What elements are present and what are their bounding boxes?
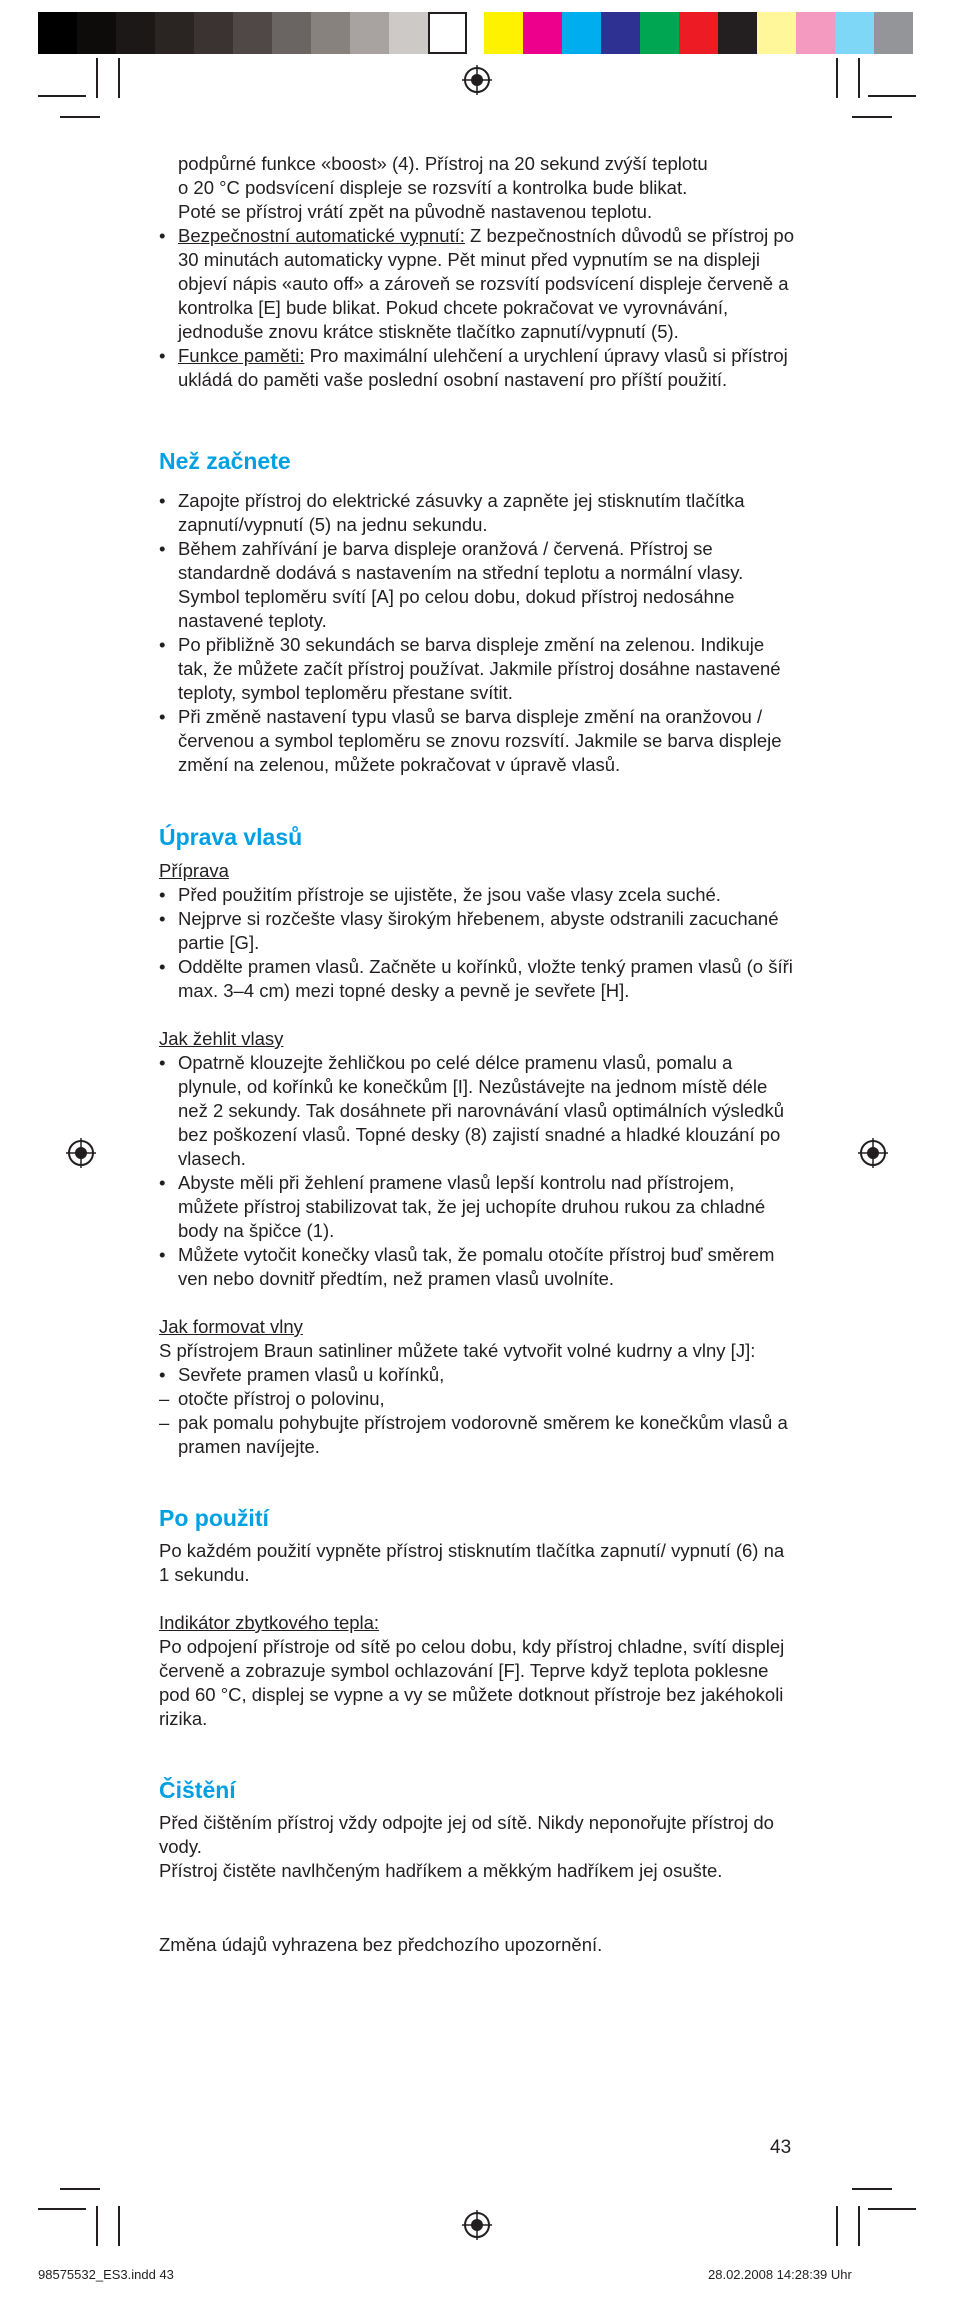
crop-mark <box>852 116 892 118</box>
crop-mark <box>60 116 100 118</box>
bullet-marker: • <box>159 706 166 727</box>
bullet-marker: • <box>159 1052 166 1073</box>
bullet-marker: • <box>159 908 166 929</box>
step-marker: – <box>159 1412 170 1433</box>
safety-shutoff-text: Z bezpečnostních důvodů se přístroj po 30 minutách automaticky vypne. Pět minut před vypnutím se na displeji objeví nápis «auto off» a zároveň se rozsvítí podsvícení displeje červeně a kontrolka [E] bude blikat. Pokud chcete pokračovat ve vyrovnávání, jednoduše znovu krátce stiskněte tlačítko zapnutí/vypnutí (5). <box>178 225 795 342</box>
color-swatch <box>523 12 562 54</box>
gray-swatch <box>311 12 350 54</box>
crop-mark <box>836 58 838 98</box>
crop-mark <box>868 2208 916 2210</box>
section-heading-before-start: Než začnete <box>159 448 291 474</box>
bullet-marker: • <box>159 956 166 977</box>
crop-mark <box>96 2206 98 2246</box>
list-item <box>159 883 799 907</box>
slug-date-info: 28.02.2008 14:28:39 Uhr <box>708 2267 852 2282</box>
crop-mark <box>858 58 860 98</box>
gray-swatch <box>194 12 233 54</box>
gray-swatch <box>233 12 272 54</box>
safety-shutoff-label: Bezpečnostní automatické vypnutí: <box>178 225 465 246</box>
list-item-text: Zapojte přístroj do elektrické zásuvky a zapněte jej stisknutím tlačítka zapnutí/vypnutí (5) na jednu sekundu. <box>178 490 745 535</box>
section-heading-after-use: Po použití <box>159 1505 269 1531</box>
continued-bullet <box>159 152 799 224</box>
crop-mark <box>118 2206 120 2246</box>
list-item-text: Během zahřívání je barva displeje oranžová / červená. Přístroj se standardně dodává s nastavením na střední teplotu a normální vlasy. Symbol teploměru svítí [A] po celou dobu, dokud přístroj nedosáhne nastavené teploty. <box>178 538 744 631</box>
bullet-marker: • <box>159 884 166 905</box>
change-notice: Změna údajů vyhrazena bez předchozího upozornění. <box>159 1934 603 1955</box>
list-item <box>159 955 799 1003</box>
list-item-text: Při změně nastavení typu vlasů se barva displeje změní na oranžovou / červenou a symbol teploměru se znovu rozsvítí. Jakmile se barva displeje změní na zelenou, můžete pokračovat v úpravě vlasů. <box>178 706 782 775</box>
list-item <box>159 1243 799 1291</box>
memory-function-label: Funkce paměti: <box>178 345 305 366</box>
cleaning-text: Před čištěním přístroj vždy odpojte jej od sítě. Nikdy neponořujte přístroj do vody. <box>159 1812 774 1857</box>
subheading-residual-heat: Indikátor zbytkového tepla: <box>159 1612 380 1633</box>
grayscale-color-bar <box>38 12 467 54</box>
manual-page-content <box>159 152 799 1957</box>
crop-mark <box>38 2208 86 2210</box>
crop-mark <box>852 2188 892 2190</box>
step-item <box>159 1387 799 1411</box>
list-item-text: Oddělte pramen vlasů. Začněte u kořínků, vložte tenký pramen vlasů (o šíři max. 3–4 cm) mezi topné desky a pevně je sevřete [H]. <box>178 956 793 1001</box>
gray-swatch <box>77 12 116 54</box>
registration-crosshair-icon <box>462 65 492 95</box>
list-item <box>159 489 799 537</box>
color-swatch <box>484 12 523 54</box>
bullet-marker: • <box>159 225 166 246</box>
step-item <box>159 1363 799 1387</box>
registration-crosshair-icon <box>66 1138 96 1168</box>
list-item-text: Po přibližně 30 sekundách se barva displeje změní na zelenou. Indikuje tak, že můžete začít přístroj používat. Jakmile přístroj dosáhne nastavené teploty, symbol teploměru přestane svítit. <box>178 634 781 703</box>
step-text: otočte přístroj o polovinu, <box>178 1388 385 1409</box>
slug-file-info: 98575532_ES3.indd 43 <box>38 2267 174 2282</box>
list-item-text: Abyste měli při žehlení pramene vlasů lepší kontrolu nad přístrojem, můžete přístroj stabilizovat tak, že jej uchopíte druhou rukou za chladné body na špičce (1). <box>178 1172 766 1241</box>
bullet-marker: • <box>159 490 166 511</box>
bullet-marker: • <box>159 345 166 366</box>
color-swatch <box>679 12 718 54</box>
subheading-how-to-wave: Jak formovat vlny <box>159 1316 303 1337</box>
color-swatch <box>757 12 796 54</box>
after-use-text: Po každém použití vypněte přístroj stisknutím tlačítka zapnutí/ vypnutí (6) na 1 sekundu. <box>159 1540 785 1585</box>
registration-crosshair-icon <box>462 2210 492 2240</box>
color-swatch <box>835 12 874 54</box>
crop-mark <box>96 58 98 98</box>
gray-swatch <box>389 12 428 54</box>
step-marker: – <box>159 1388 170 1409</box>
page-number: 43 <box>770 2137 792 2158</box>
list-item-text: Před použitím přístroje se ujistěte, že jsou vaše vlasy zcela suché. <box>178 884 721 905</box>
cleaning-text: Přístroj čistěte navlhčeným hadříkem a měkkým hadříkem jej osušte. <box>159 1860 723 1881</box>
step-item <box>159 1411 799 1459</box>
color-swatch <box>718 12 757 54</box>
list-item <box>159 633 799 705</box>
bullet-marker: • <box>159 538 166 559</box>
continued-text-line: Poté se přístroj vrátí zpět na původně nastavenou teplotu. <box>178 201 653 222</box>
step-text: Sevřete pramen vlasů u kořínků, <box>178 1364 445 1385</box>
list-item-text: Nejprve si rozčešte vlasy širokým hřebenem, abyste odstranili zacuchané partie [G]. <box>178 908 779 953</box>
gray-swatch <box>38 12 77 54</box>
crop-mark <box>868 95 916 97</box>
bullet-marker: • <box>159 634 166 655</box>
subheading-how-to-straighten: Jak žehlit vlasy <box>159 1028 284 1049</box>
memory-function-text: Pro maximální ulehčení a urychlení úpravy vlasů si přístroj ukládá do paměti vaše poslední osobní nastavení pro příští použití. <box>178 345 788 390</box>
residual-heat-text: Po odpojení přístroje od sítě po celou dobu, kdy přístroj chladne, svítí displej červeně a zobrazuje symbol ochlazování [F]. Teprve když teplota poklesne pod 60 °C, displej se vypne a vy se můžete dotknout přístroje bez jakéhokoli rizika. <box>159 1636 785 1729</box>
gray-swatch <box>428 12 467 54</box>
gray-swatch <box>155 12 194 54</box>
color-swatch <box>601 12 640 54</box>
memory-function-item <box>159 344 799 392</box>
subheading-preparation: Příprava <box>159 860 229 881</box>
list-item-text: Můžete vytočit konečky vlasů tak, že pomalu otočíte přístroj buď směrem ven nebo dovnitř předtím, než pramen vlasů uvolníte. <box>178 1244 775 1289</box>
list-item-text: Opatrně klouzejte žehličkou po celé délce pramenu vlasů, pomalu a plynule, od kořínků ke konečkům [I]. Nezůstávejte na jednom místě déle než 2 sekundy. Tak dosáhnete při narovnávání vlasů optimálních výsledků bez poškození vlasů. Topné desky (8) zajistí snadné a hladké klouzání po vlasech. <box>178 1052 785 1169</box>
list-item <box>159 705 799 777</box>
bullet-marker: • <box>159 1172 166 1193</box>
list-item <box>159 1171 799 1243</box>
list-item <box>159 1051 799 1171</box>
step-marker: • <box>159 1364 166 1385</box>
continued-text-line: o 20 °C podsvícení displeje se rozsvítí a kontrolka bude blikat. <box>178 177 688 198</box>
crop-mark <box>118 58 120 98</box>
bullet-marker: • <box>159 1244 166 1265</box>
continued-text-line: podpůrné funkce «boost» (4). Přístroj na 20 sekund zvýší teplotu <box>178 153 708 174</box>
section-heading-cleaning: Čištění <box>159 1777 236 1803</box>
safety-shutoff-item <box>159 224 799 344</box>
section-heading-hair-styling: Úprava vlasů <box>159 824 303 850</box>
gray-swatch <box>350 12 389 54</box>
crop-mark <box>60 2188 100 2190</box>
color-swatch <box>562 12 601 54</box>
crop-mark <box>858 2206 860 2246</box>
color-swatch <box>796 12 835 54</box>
step-text: pak pomalu pohybujte přístrojem vodorovně směrem ke konečkům vlasů a pramen navíjejte. <box>178 1412 788 1457</box>
color-swatch <box>640 12 679 54</box>
crop-mark <box>836 2206 838 2246</box>
list-item <box>159 907 799 955</box>
color-swatch <box>874 12 913 54</box>
process-color-bar <box>484 12 913 54</box>
waves-intro: S přístrojem Braun satinliner můžete také vytvořit volné kudrny a vlny [J]: <box>159 1340 756 1361</box>
gray-swatch <box>116 12 155 54</box>
registration-crosshair-icon <box>858 1138 888 1168</box>
crop-mark <box>38 95 86 97</box>
list-item <box>159 537 799 633</box>
gray-swatch <box>272 12 311 54</box>
